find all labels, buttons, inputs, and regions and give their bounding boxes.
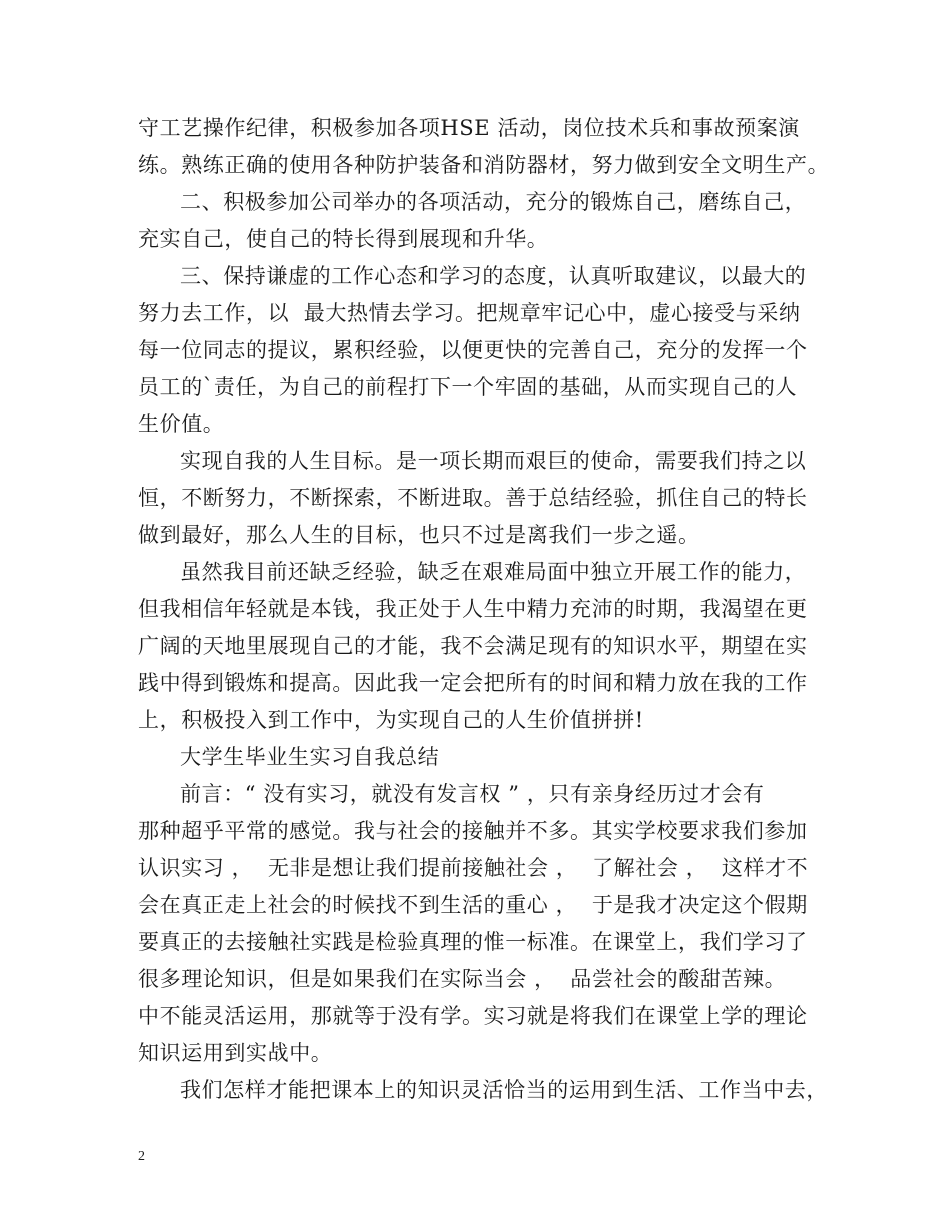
text-line: 恒，不断努力，不断探索，不断进取。善于总结经验，抓住自己的特长 xyxy=(138,486,808,510)
text-line: 大学生毕业生实习自我总结 xyxy=(180,745,440,769)
text-line: 我们怎样才能把课本上的知识灵活恰当的运用到生活、工作当中去， xyxy=(180,1078,828,1102)
text-line: 虽然我目前还缺乏经验，缺乏在艰难局面中独立开展工作的能力， xyxy=(180,560,807,584)
text-line: 做到最好，那么人生的目标，也只不过是离我们一步之遥。 xyxy=(138,523,700,547)
text-line: 员工的`责任，为自己的前程打下一个牢固的基础，从而实现自己的人 xyxy=(138,375,798,399)
text-line: 会在真正走上社会的时候找不到生活的重心 ， 于是我才决定这个假期 xyxy=(138,893,808,917)
text-line: 守工艺操作纪律，积极参加各项HSE 活动，岗位技术兵和事故预案演 xyxy=(138,116,800,140)
text-line: 中不能灵活运用，那就等于没有学。实习就是将我们在课堂上学的理论 xyxy=(138,1004,808,1028)
text-line: 三、保持谦虚的工作心态和学习的态度，认真听取建议，以最大的 xyxy=(180,264,807,288)
text-line: 实现自我的人生目标。是一项长期而艰巨的使命，需要我们持之以 xyxy=(180,449,807,473)
text-line: 知识运用到实战中。 xyxy=(138,1041,333,1065)
text-line: 践中得到锻炼和提高。因此我一定会把所有的时间和精力放在我的工作 xyxy=(138,671,808,695)
text-line: 充实自己，使自己的特长得到展现和升华。 xyxy=(138,227,549,251)
text-line: 那种超乎平常的感觉。我与社会的接触并不多。其实学校要求我们参加 xyxy=(138,819,808,843)
text-line: 二、积极参加公司举办的各项活动，充分的锻炼自己，磨练自己， xyxy=(180,190,807,214)
text-line: 生价值。 xyxy=(138,412,225,436)
page-number: 2 xyxy=(138,1149,145,1164)
text-line: 认识实习 ， 无非是想让我们提前接触社会 ， 了解社会 ， 这样才不 xyxy=(138,856,809,880)
text-line: 每一位同志的提议，累积经验，以便更快的完善自己，充分的发挥一个 xyxy=(138,338,808,362)
text-line: 练。熟练正确的使用各种防护装备和消防器材，努力做到安全文明生产。 xyxy=(138,153,830,177)
text-line: 广阔的天地里展现自己的才能，我不会满足现有的知识水平，期望在实 xyxy=(138,634,808,658)
text-line: 很多理论知识，但是如果我们在实际当会 ， 品尝社会的酸甜苦辣。 xyxy=(138,967,787,991)
document-body xyxy=(138,110,828,1109)
text-line: 上，积极投入到工作中，为实现自己的人生价值拼拼! xyxy=(138,708,644,732)
text-line: 前言：“ 没有实习，就没有发言权 ” ，只有亲身经历过才会有 xyxy=(180,782,765,806)
text-line: 但我相信年轻就是本钱，我正处于人生中精力充沛的时期，我渴望在更 xyxy=(138,597,808,621)
text-line: 要真正的去接触社实践是检验真理的惟一标准。在课堂上，我们学习了 xyxy=(138,930,808,954)
text-line: 努力去工作，以 最大热情去学习。把规章牢记心中，虚心接受与采纳 xyxy=(138,301,801,325)
